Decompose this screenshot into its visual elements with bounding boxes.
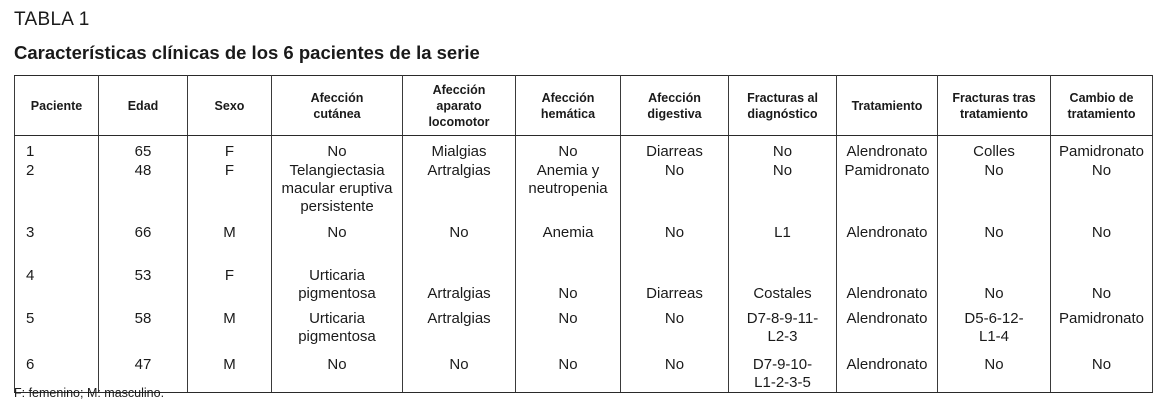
cell-edad: 53 <box>99 260 188 303</box>
table-row <box>15 161 1153 217</box>
cell-cambio-tratamiento: Pamidronato <box>1051 136 1153 162</box>
cell-paciente: 3 <box>15 217 99 260</box>
cell-afeccion-digestiva: No <box>621 349 729 393</box>
cell-cambio-tratamiento: Pamidronato <box>1051 303 1153 349</box>
cell-cambio-tratamiento: No <box>1051 161 1153 217</box>
cell-cambio-tratamiento: No <box>1051 217 1153 260</box>
header-fracturas-diagnostico: Fracturas al diagnóstico <box>729 76 837 136</box>
cell-cambio-tratamiento: No <box>1051 349 1153 393</box>
header-edad: Edad <box>99 76 188 136</box>
cell-fracturas-diagnostico: No <box>729 161 837 217</box>
header-cambio-tratamiento: Cambio de tratamiento <box>1051 76 1153 136</box>
cell-tratamiento: Pamidronato <box>837 161 938 217</box>
table-row <box>15 217 1153 260</box>
cell-afeccion-cutanea: Urticaria pigmentosa <box>272 260 403 303</box>
table-footnote: F: femenino; M: masculino. <box>14 386 165 400</box>
header-row <box>15 76 1153 136</box>
cell-fracturas-tras-tratamiento: No <box>938 161 1051 217</box>
cell-paciente: 5 <box>15 303 99 349</box>
table-label: TABLA 1 <box>14 9 90 30</box>
cell-fracturas-diagnostico: No <box>729 136 837 162</box>
cell-afeccion-locomotor: No <box>403 217 516 260</box>
cell-afeccion-digestiva: No <box>621 161 729 217</box>
cell-afeccion-digestiva: No <box>621 217 729 260</box>
cell-afeccion-hematica: Anemia y neutropenia <box>516 161 621 217</box>
cell-paciente: 2 <box>15 161 99 217</box>
cell-afeccion-locomotor: Artralgias <box>403 303 516 349</box>
cell-afeccion-hematica: No <box>516 136 621 162</box>
cell-paciente: 4 <box>15 260 99 303</box>
header-afeccion-hematica: Afección hemática <box>516 76 621 136</box>
header-paciente: Paciente <box>15 76 99 136</box>
cell-sexo: M <box>188 217 272 260</box>
table-row <box>15 136 1153 162</box>
cell-fracturas-tras-tratamiento: No <box>938 217 1051 260</box>
cell-sexo: M <box>188 303 272 349</box>
cell-paciente: 6 <box>15 349 99 393</box>
cell-edad: 66 <box>99 217 188 260</box>
cell-fracturas-diagnostico: D7-8-9-11- L2-3 <box>729 303 837 349</box>
cell-afeccion-locomotor: Artralgias <box>403 161 516 217</box>
cell-fracturas-diagnostico: Costales <box>729 260 837 303</box>
cell-edad: 47 <box>99 349 188 393</box>
header-fracturas-tras-tratamiento: Fracturas tras tratamiento <box>938 76 1051 136</box>
cell-edad: 65 <box>99 136 188 162</box>
cell-afeccion-hematica: No <box>516 349 621 393</box>
cell-tratamiento: Alendronato <box>837 136 938 162</box>
cell-afeccion-cutanea: Telangiectasia macular eruptiva persistente <box>272 161 403 217</box>
header-sexo: Sexo <box>188 76 272 136</box>
cell-afeccion-cutanea: Urticaria pigmentosa <box>272 303 403 349</box>
cell-afeccion-hematica: No <box>516 260 621 303</box>
cell-sexo: F <box>188 136 272 162</box>
header-afeccion-digestiva: Afección digestiva <box>621 76 729 136</box>
cell-sexo: M <box>188 349 272 393</box>
cell-sexo: F <box>188 161 272 217</box>
table-title: Características clínicas de los 6 pacientes de la serie <box>14 42 480 63</box>
cell-afeccion-cutanea: No <box>272 349 403 393</box>
cell-afeccion-cutanea: No <box>272 217 403 260</box>
table-row <box>15 260 1153 303</box>
cell-edad: 58 <box>99 303 188 349</box>
cell-fracturas-tras-tratamiento: No <box>938 349 1051 393</box>
cell-fracturas-diagnostico: D7-9-10- L1-2-3-5 <box>729 349 837 393</box>
cell-afeccion-digestiva: No <box>621 303 729 349</box>
cell-afeccion-locomotor: No <box>403 349 516 393</box>
cell-afeccion-hematica: No <box>516 303 621 349</box>
cell-fracturas-tras-tratamiento: Colles <box>938 136 1051 162</box>
table-row <box>15 303 1153 349</box>
header-afeccion-cutanea: Afección cutánea <box>272 76 403 136</box>
clinical-characteristics-table <box>14 75 1153 393</box>
cell-afeccion-locomotor: Artralgias <box>403 260 516 303</box>
cell-afeccion-digestiva: Diarreas <box>621 136 729 162</box>
table-row <box>15 349 1153 393</box>
cell-paciente: 1 <box>15 136 99 162</box>
header-afeccion-locomotor: Afección aparato locomotor <box>403 76 516 136</box>
cell-tratamiento: Alendronato <box>837 260 938 303</box>
cell-cambio-tratamiento: No <box>1051 260 1153 303</box>
cell-fracturas-tras-tratamiento: D5-6-12- L1-4 <box>938 303 1051 349</box>
cell-fracturas-tras-tratamiento: No <box>938 260 1051 303</box>
cell-afeccion-cutanea: No <box>272 136 403 162</box>
cell-afeccion-locomotor: Mialgias <box>403 136 516 162</box>
cell-fracturas-diagnostico: L1 <box>729 217 837 260</box>
cell-afeccion-digestiva: Diarreas <box>621 260 729 303</box>
cell-tratamiento: Alendronato <box>837 349 938 393</box>
cell-edad: 48 <box>99 161 188 217</box>
cell-afeccion-hematica: Anemia <box>516 217 621 260</box>
cell-sexo: F <box>188 260 272 303</box>
header-tratamiento: Tratamiento <box>837 76 938 136</box>
cell-tratamiento: Alendronato <box>837 303 938 349</box>
cell-tratamiento: Alendronato <box>837 217 938 260</box>
